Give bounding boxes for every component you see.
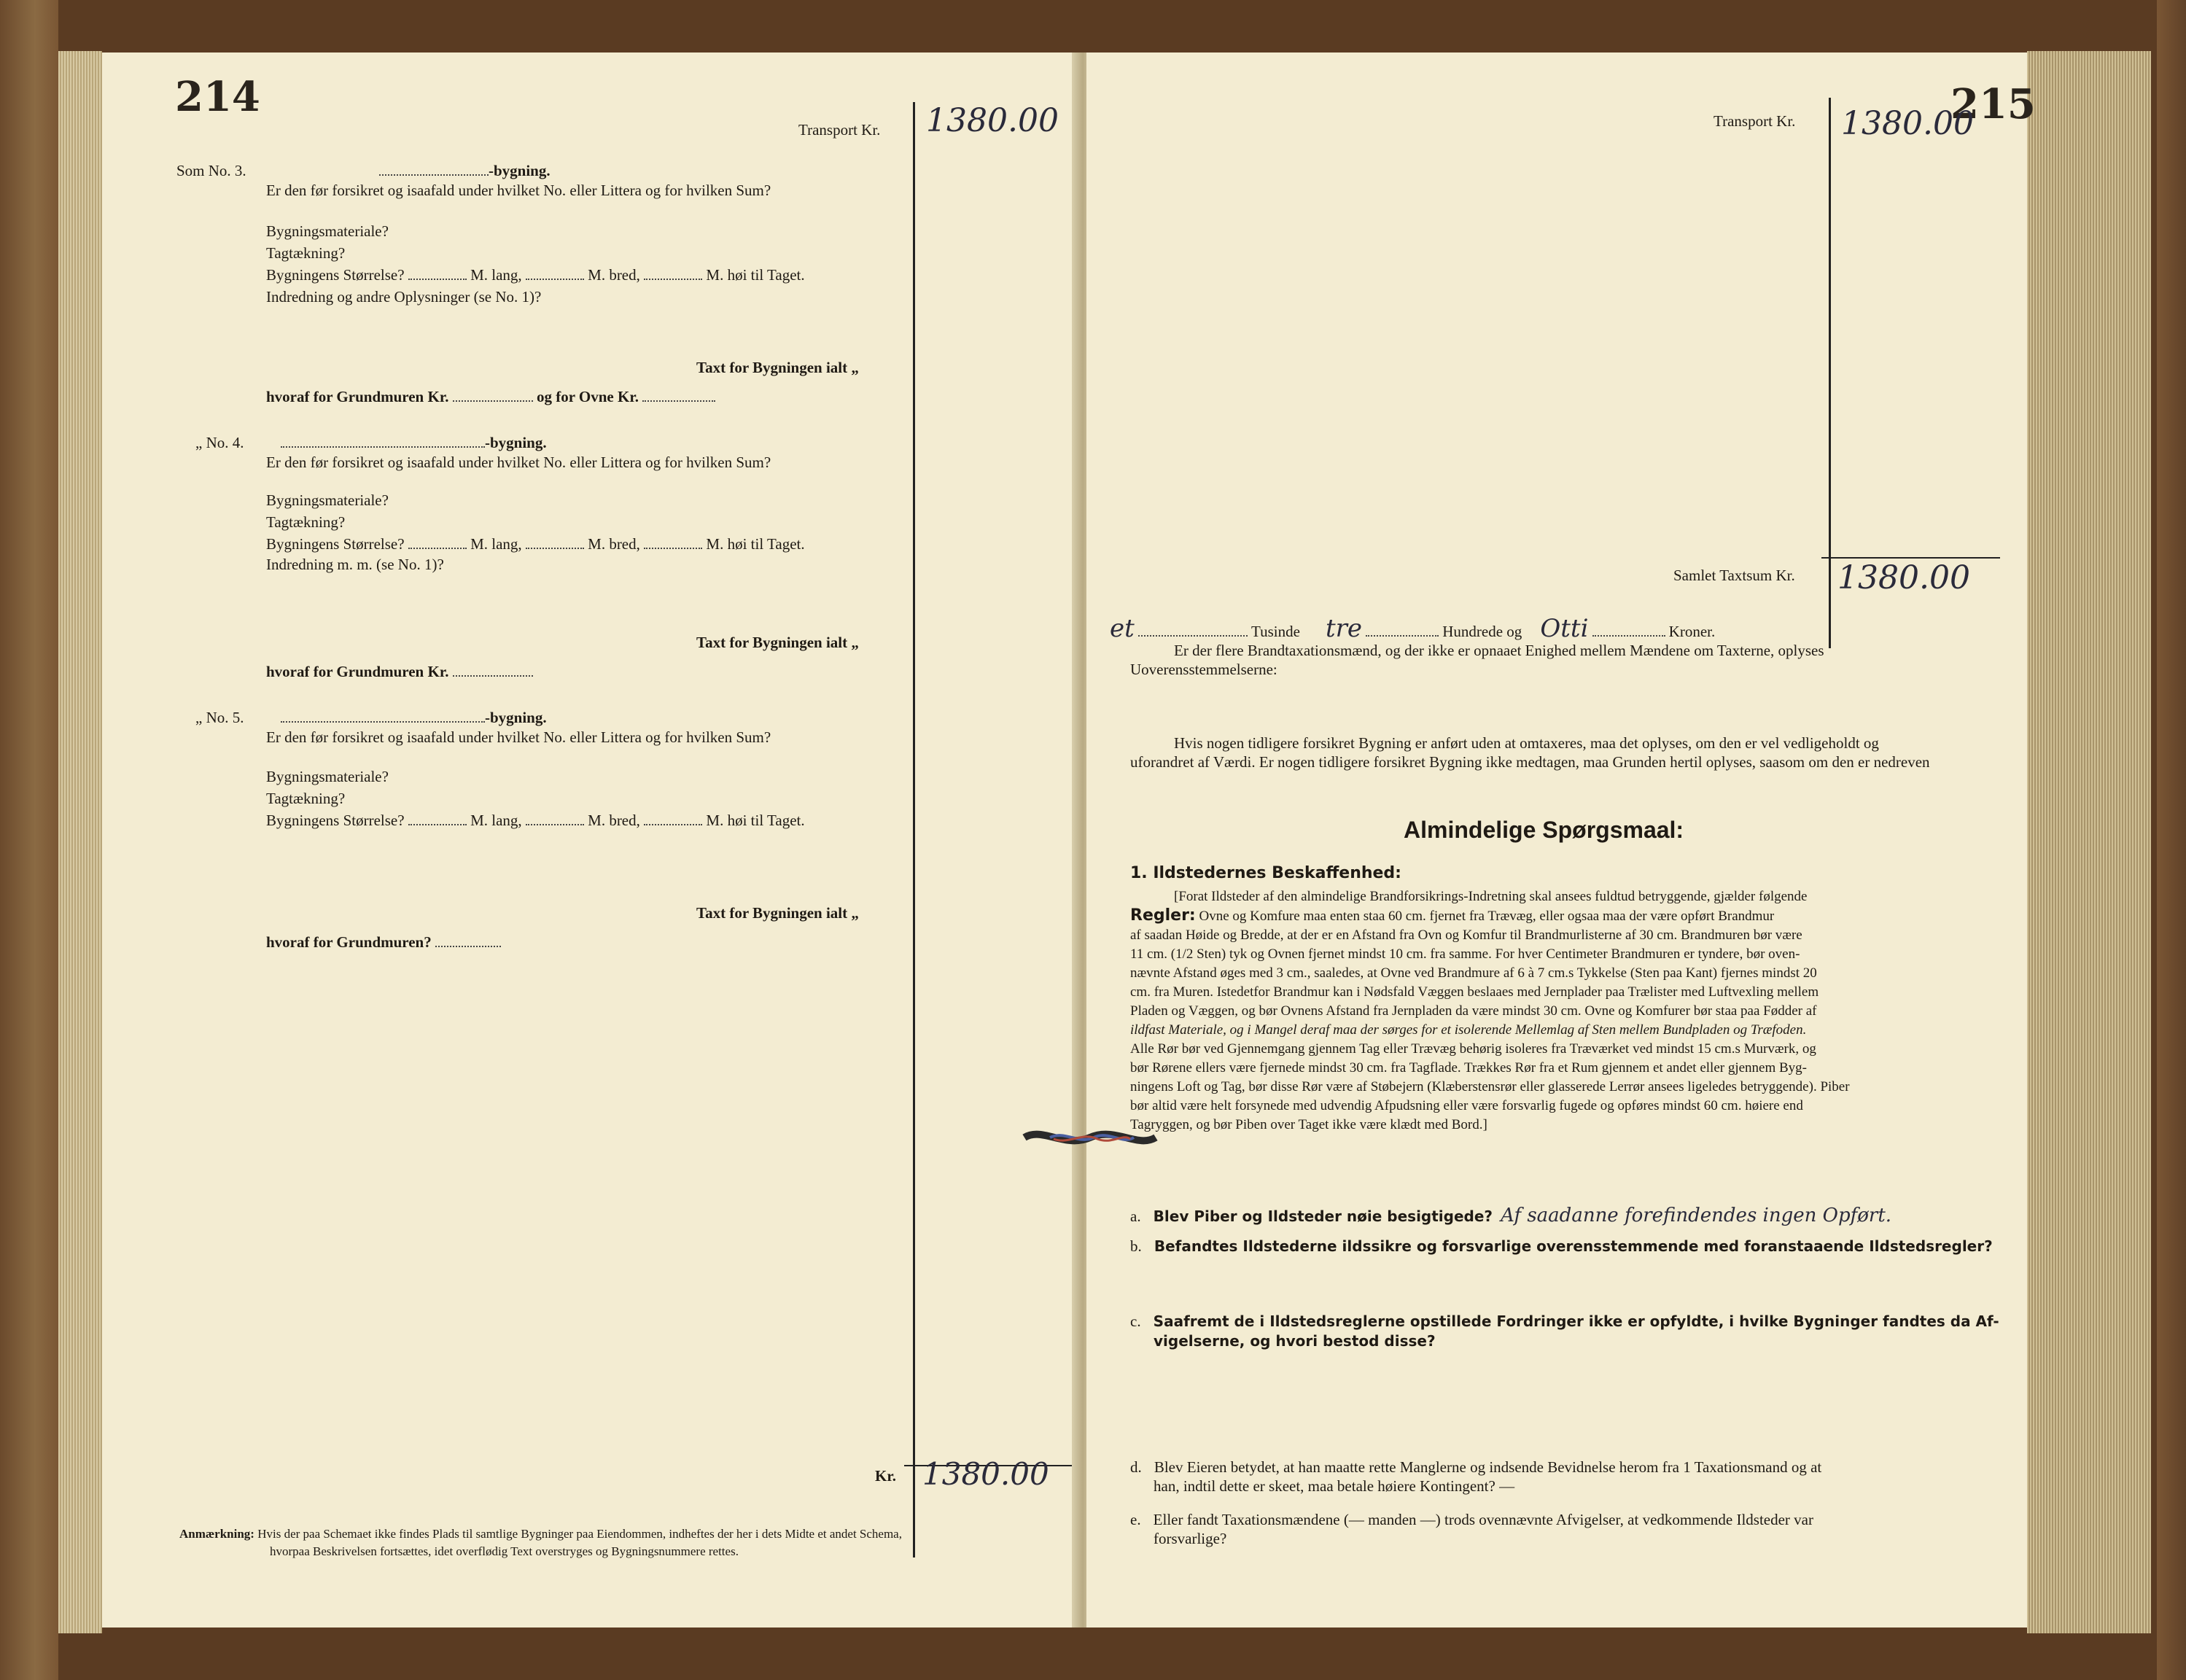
left-kr-total: 1380.00: [922, 1456, 1049, 1492]
left-page: [102, 52, 1079, 1628]
left-transport-value: 1380.00: [926, 102, 1059, 139]
question-c-line-2: vigelserne, og hvori bestod disse?: [1154, 1332, 1436, 1350]
prior-line-1: Hvis nogen tidligere forsikret Bygning er anført uden at omtaxeres, maa det oplyses, om den er vel vedligeholdt og: [1174, 734, 1879, 752]
building-4-insured-q: Er den før forsikret og isaafald under hvilket No. eller Littera og for hvilken Sum?: [266, 454, 771, 471]
question-d: d. Blev Eieren betydet, at han maatte rette Manglerne og indsende Bevidnelse herom fra 1 Taxationsmand og at: [1130, 1458, 1822, 1476]
right-page-number: 215: [1950, 80, 2036, 128]
building-3-extra: Indredning og andre Oplysninger (se No. 1)?: [266, 288, 542, 306]
remark: Anmærkning: Hvis der paa Schemaet ikke findes Plads til samtlige Bygninger paa Eiendommen, indheftes der her i dets Midte et andet Schema,: [179, 1527, 902, 1541]
book-cover-left: [0, 0, 58, 1680]
building-5-insured-q: Er den før forsikret og isaafald under hvilket No. eller Littera og for hvilken Sum?: [266, 728, 771, 746]
total-value: 1380.00: [1837, 559, 1970, 596]
rules-line: Tagryggen, og bør Piben over Taget ikke være klædt med Bord.]: [1130, 1117, 1487, 1132]
total-label: Samlet Taxtsum Kr.: [1673, 567, 1795, 584]
rules-line: Alle Rør bør ved Gjennemgang gjennem Tag eller Trævæg behørig isoleres fra Træværket ved mindst 15 cm.s Murværk, og: [1130, 1041, 1816, 1057]
building-5-tax: Taxt for Bygningen ialt „: [696, 904, 859, 922]
rules-line: Pladen og Væggen, og bør Ovnens Afstand fra Jernpladen da være mindst 30 cm. Ovne og Komfurer bør staa paa Fødder af: [1130, 1003, 1817, 1019]
building-3-roof: Tagtækning?: [266, 244, 346, 262]
right-transport-value: 1380.00: [1841, 105, 1974, 142]
amount-column-rule: [913, 102, 915, 1558]
rules-line: bør altid være helt forsynede med udvendig Afpudsning eller være forsvarlig fugede og opføres mindst 60 cm. høiere end: [1130, 1098, 1803, 1113]
rules-line: 11 cm. (1/2 Sten) tyk og Ovnen fjernet mindst 10 cm. fra samme. For hver Centimeter Brandmuren er tyndere, bør oven-: [1130, 946, 1800, 962]
question-b: b. Befandtes Ildstederne ildssikre og forsvarlige overensstemmende med foranstaaende Ildstedsregler?: [1130, 1237, 1993, 1255]
building-3-insured-q: Er den før forsikret og isaafald under hvilket No. eller Littera og for hvilken Sum?: [266, 182, 771, 199]
disagreement-line-2: Uoverensstemmelserne:: [1130, 661, 1277, 678]
prior-line-2: uforandret af Værdi. Er nogen tidligere forsikret Bygning ikke medtagen, maa Grunden hertil oplyses, saasom om den er nedreven: [1130, 753, 1930, 771]
building-3-material: Bygningsmateriale?: [266, 222, 389, 240]
question-e-line-2: forsvarlige?: [1154, 1530, 1227, 1547]
right-total-rule: [1821, 557, 2000, 559]
rules-line: af saadan Høide og Bredde, at der er en Afstand fra Ovn og Komfur til Brandmurlisterne af 30 cm. Brandmuren bør være: [1130, 928, 1802, 943]
amount-in-words: et Tusinde tre Hundrede og Otti Kroner.: [1110, 614, 1716, 643]
building-5-size: Bygningens Størrelse? M. lang, M. bred, M. høi til Taget.: [266, 812, 805, 829]
building-3-foundation: hvoraf for Grundmuren Kr. og for Ovne Kr.: [266, 388, 715, 406]
building-5-foundation: hvoraf for Grundmuren?: [266, 933, 501, 952]
page-edges-left: [58, 51, 102, 1633]
building-3-label: Som No. 3.: [176, 162, 246, 179]
building-4-size: Bygningens Størrelse? M. lang, M. bred, M. høi til Taget.: [266, 535, 805, 553]
rules-line: bør Rørene ellers være fjernede mindst 30 cm. fra Tagflade. Trækkes Rør fra et Rum gjennem et andet eller gjennem Byg-: [1130, 1060, 1808, 1076]
q1-heading: 1. Ildstedernes Beskaffenhed:: [1130, 864, 1401, 882]
building-5-type: -bygning.: [281, 709, 547, 727]
qa-handwritten-answer: Af saadanne forefindendes ingen Opført.: [1501, 1205, 1892, 1226]
disagreement-line-1: Er der flere Brandtaxationsmænd, og der ikke er opnaaet Enighed mellem Mændene om Taxterne, oplyses: [1174, 642, 1824, 659]
building-4-type: -bygning.: [281, 434, 547, 452]
right-page: [1086, 52, 2036, 1628]
question-a: a. Blev Piber og Ildsteder nøie besigtigede? Af saadanne forefindendes ingen Opført.: [1130, 1205, 1892, 1226]
building-5-material: Bygningsmateriale?: [266, 768, 389, 785]
rules-line: nævnte Afstand øges med 3 cm., saaledes, at Ovne ved Brandmure af 6 à 7 cm.s Tykkelse (Sten paa Kant) fjernes mindst 20: [1130, 965, 1817, 981]
rules-line: ningens Loft og Tag, bør disse Rør være af Støbejern (Klæberstensrør eller glasserede Lerrør ansees ligeledes betryggende). Piber: [1130, 1079, 1850, 1094]
building-4-label: „ No. 4.: [195, 434, 244, 451]
building-4-material: Bygningsmateriale?: [266, 491, 389, 509]
building-4-extra: Indredning m. m. (se No. 1)?: [266, 556, 444, 573]
page-edges-right: [2027, 51, 2151, 1633]
rules-line: Regler: Ovne og Komfure maa enten staa 60 cm. fjernet fra Trævæg, eller ogsaa maa der være opført Brandmur: [1130, 906, 1775, 925]
question-c: c. Saafremt de i Ildstedsreglerne opstillede Fordringer ikke er opfyldte, i hvilke Bygninger fandtes da Af-: [1130, 1312, 1999, 1330]
building-4-foundation: hvoraf for Grundmuren Kr.: [266, 663, 533, 681]
question-d-line-2: han, indtil dette er skeet, maa betale høiere Kontingent? —: [1154, 1477, 1515, 1495]
building-3-type: -bygning.: [379, 162, 551, 180]
building-3-tax: Taxt for Bygningen ialt „: [696, 359, 859, 376]
remark-line-2: hvorpaa Beskrivelsen fortsættes, idet overflødig Text overstryges og Bygningsnummere rettes.: [270, 1544, 739, 1558]
building-4-tax: Taxt for Bygningen ialt „: [696, 634, 859, 651]
rules-line: [Forat Ildsteder af den almindelige Brandforsikrings-Indretning skal ansees fuldtud betryggende, gjælder følgende: [1174, 889, 1808, 904]
left-transport-label: Transport Kr.: [798, 121, 881, 139]
rules-line: cm. fra Muren. Istedetfor Brandmur kan i Nødsfald Væggen beslaaes med Jernplader paa Trælister med Luftvexling mellem: [1130, 984, 1819, 1000]
left-kr-label: Kr.: [875, 1467, 896, 1485]
section-title: Almindelige Spørgsmaal:: [1404, 817, 1684, 843]
right-transport-label: Transport Kr.: [1714, 112, 1796, 130]
binding-thread: [1021, 1123, 1159, 1152]
building-3-size: Bygningens Størrelse? M. lang, M. bred, M. høi til Taget.: [266, 266, 805, 284]
question-e: e. Eller fandt Taxationsmændene (— manden —) trods ovennævnte Afvigelser, at vedkommende Ildsteder var: [1130, 1511, 1813, 1528]
book-cover-right: [2157, 0, 2186, 1680]
right-amount-column-rule: [1829, 98, 1831, 648]
building-4-roof: Tagtækning?: [266, 513, 346, 531]
left-page-number: 214: [175, 73, 260, 121]
rules-block: [1130, 887, 1969, 1135]
rules-line: ildfast Materiale, og i Mangel deraf maa der sørges for et isolerende Mellemlag af Sten mellem Bundpladen og Træfoden.: [1130, 1022, 1807, 1038]
building-5-roof: Tagtækning?: [266, 790, 346, 807]
building-5-label: „ No. 5.: [195, 709, 244, 726]
